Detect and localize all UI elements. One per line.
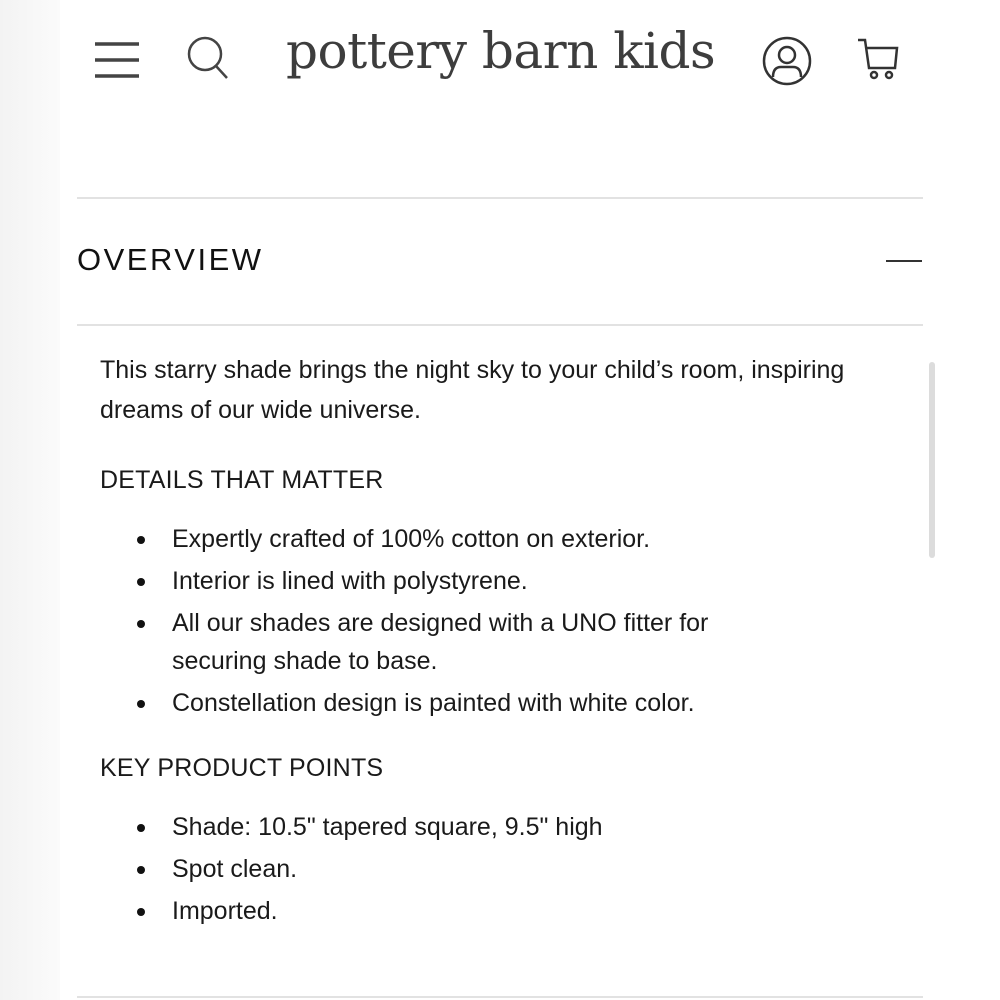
collapse-icon[interactable] <box>886 260 922 262</box>
section-title[interactable]: OVERVIEW <box>77 242 264 277</box>
list-item: Spot clean. <box>100 850 920 888</box>
key-points-heading: KEY PRODUCT POINTS <box>100 754 384 782</box>
logo[interactable]: pottery barn kids <box>286 22 716 80</box>
details-list <box>100 520 920 722</box>
search-icon[interactable] <box>185 34 235 82</box>
list-item: Constellation design is painted with white color. <box>100 684 920 722</box>
list-item: Imported. <box>100 892 920 930</box>
page-edge <box>0 0 60 1000</box>
key-points-list <box>100 808 920 930</box>
scrollbar[interactable] <box>929 362 935 558</box>
description: This starry shade brings the night sky to your child’s room, inspiring dreams of our wide universe. <box>100 356 845 424</box>
menu-icon[interactable] <box>93 40 141 80</box>
list-item: Shade: 10.5" tapered square, 9.5" high <box>100 808 920 846</box>
list-item: All our shades are designed with a UNO fitter for securing shade to base. <box>100 604 920 680</box>
list-item: Interior is lined with polystyrene. <box>100 562 920 600</box>
divider <box>77 324 923 326</box>
cart-icon[interactable] <box>855 36 903 82</box>
divider <box>77 996 923 998</box>
list-item: Expertly crafted of 100% cotton on exterior. <box>100 520 920 558</box>
divider <box>77 197 923 199</box>
details-heading: DETAILS THAT MATTER <box>100 466 384 494</box>
account-icon[interactable] <box>760 34 814 88</box>
overview-content <box>100 350 920 934</box>
site-header <box>0 0 1000 120</box>
